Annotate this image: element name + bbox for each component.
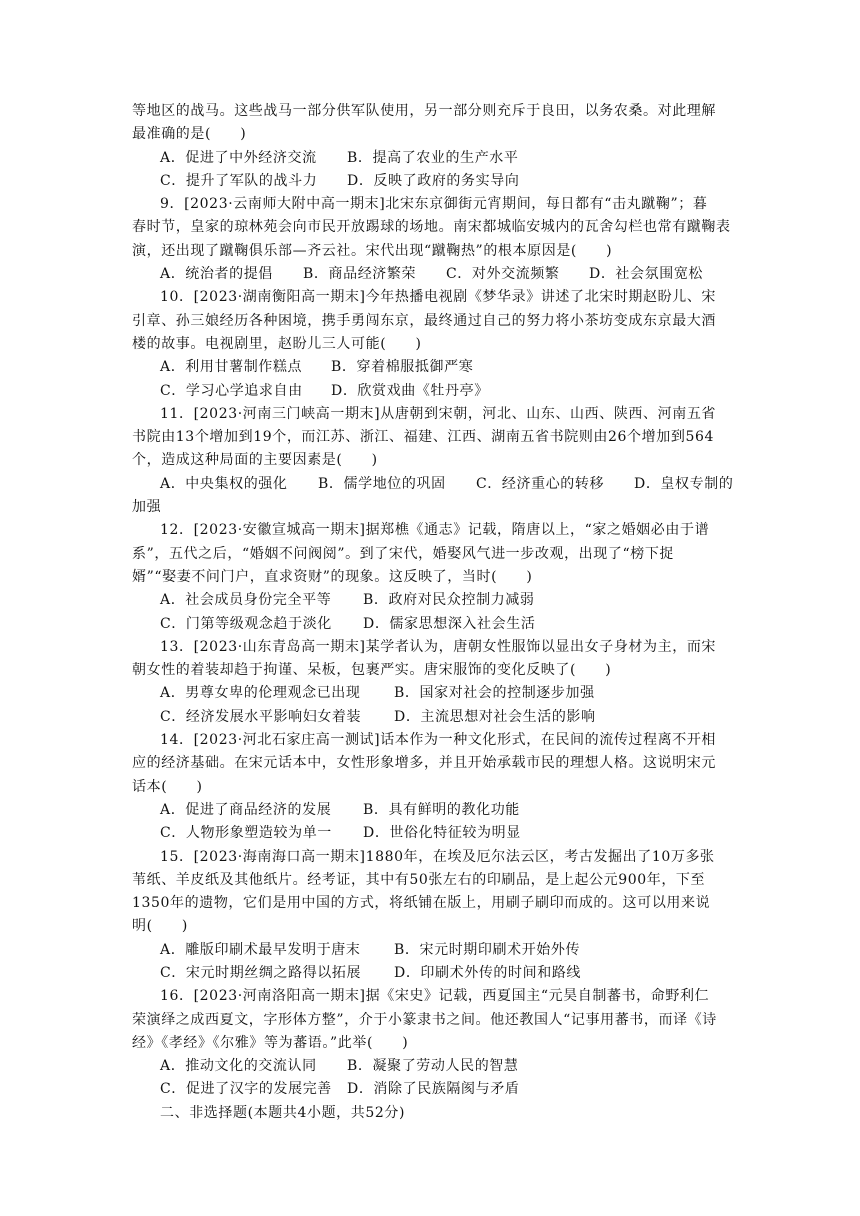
question-16-options [132, 1055, 732, 1078]
option-d: D．印刷术外传的时间和路线 [394, 964, 582, 981]
question-16-text: 经》《孝经》《尔雅》等为蕃语。”此举( ) [132, 1034, 409, 1051]
question-8-text: 最准确的是( ) [132, 126, 247, 143]
question-15-options [132, 939, 732, 962]
question-9-text: 演，还出现了蹴鞠俱乐部—齐云社。宋代出现“蹴鞠热”的根本原因是( ) [132, 242, 613, 259]
option-b: B．宋元时期印刷术开始外传 [394, 941, 581, 958]
question-14-text: 话本( ) [132, 778, 203, 795]
option-b: B．穿着棉服抵御严寒 [331, 359, 474, 376]
option-a: A．促进了商品经济的发展 [160, 801, 332, 818]
option-b: B．商品经济繁荣 [303, 266, 417, 283]
option-b: B．提高了农业的生产水平 [347, 149, 519, 166]
option-c: C．促进了汉字的发展完善 [160, 1081, 332, 1098]
question-11-options [132, 473, 732, 496]
option-b: B．儒学地位的巩固 [318, 475, 446, 492]
question-15-text: 15．[2023·海南海口高一期末]1880年，在埃及厄尔法云区，考古发掘出了10万多张 [160, 848, 715, 865]
question-15-text: 1350年的遗物，它们是用中国的方式，将纸铺在版上，用刷子刷印而成的。这可以用来说 [132, 895, 711, 912]
question-13-options [132, 706, 732, 729]
question-12-text: 12．[2023·安徽宣城高一期末]据郑樵《通志》记载，隋唐以上，“家之婚姻必由于谱 [160, 522, 710, 539]
option-d: D．主流思想对社会生活的影响 [394, 708, 596, 725]
option-b: B．凝聚了劳动人民的智慧 [347, 1058, 519, 1075]
question-10-options [132, 380, 732, 403]
option-d: D．社会氛围宽松 [589, 266, 704, 283]
question-11-option-d-continued: 加强 [132, 499, 162, 516]
option-a: A．社会成员身份完全平等 [160, 592, 332, 609]
question-10-options [132, 356, 732, 379]
question-15-text: 苇纸、羊皮纸及其他纸片。经考证，其中有50张左右的印刷品，是上起公元900年，下至 [132, 871, 706, 888]
question-11-text: 个，造成这种局面的主要因素是( ) [132, 452, 378, 469]
exam-page [132, 100, 732, 1125]
option-c: C．人物形象塑造较为单一 [160, 825, 332, 842]
question-12-options [132, 613, 732, 636]
question-9-text: 9．[2023·云南师大附中高一期末]北宋东京御街元宵期间，每日都有“击丸蹴鞠”；暮 [160, 196, 708, 213]
option-a: A．促进了中外经济交流 [160, 149, 317, 166]
option-d: D．消除了民族隔阂与矛盾 [347, 1081, 520, 1098]
option-b: B．政府对民众控制力减弱 [363, 592, 535, 609]
option-a: A．利用甘薯制作糕点 [160, 359, 303, 376]
question-13-text: 朝女性的着装却趋于拘谨、呆板，包裹严实。唐宋服饰的变化反映了( ) [132, 662, 612, 679]
option-b: B．国家对社会的控制逐步加强 [394, 685, 595, 702]
option-d: D．皇权专制的 [634, 475, 734, 492]
option-c: C．对外交流频繁 [446, 266, 560, 283]
question-15-options [132, 962, 732, 985]
question-8-options [132, 170, 732, 193]
question-12-text: 系”，五代之后，“婚姻不问阀阅”。到了宋代，婚娶风气进一步改观，出现了“榜下捉 [132, 545, 675, 562]
question-16-text: 16．[2023·河南洛阳高一期末]据《宋史》记载，西夏国主“元昊自制蕃书，命野利仁 [160, 988, 710, 1005]
question-9-text: 春时节，皇家的琼林苑会向市民开放踢球的场地。南宋都城临安城内的瓦舍勾栏也常有蹴鞠表 [132, 219, 731, 236]
question-11-text: 11．[2023·河南三门峡高一期末]从唐朝到宋朝，河北、山东、山西、陕西、河南五省 [160, 405, 717, 422]
question-12-text: 婿”“娶妻不问门户，直求资财”的现象。这反映了，当时( ) [132, 568, 533, 585]
section-heading: 二、非选择题(本题共4小题，共52分) [160, 1104, 406, 1121]
question-14-text: 应的经济基础。在宋元话本中，女性形象增多，并且开始承载市民的理想人格。这说明宋元 [132, 755, 716, 772]
question-10-text: 楼的故事。电视剧里，赵盼儿三人可能( ) [132, 335, 422, 352]
question-16-text: 荣演绎之成西夏文，字形体方整”，介于小篆隶书之间。他还教国人“记事用蕃书，而译《诗 [132, 1011, 717, 1028]
question-12-options [132, 589, 732, 612]
option-d: D．欣赏戏曲《牡丹亭》 [331, 382, 489, 399]
option-d: D．反映了政府的务实导向 [347, 172, 520, 189]
option-c: C．经济发展水平影响妇女着装 [160, 708, 362, 725]
option-c: C．门第等级观念趋于淡化 [160, 615, 332, 632]
option-b: B．具有鲜明的教化功能 [363, 801, 520, 818]
option-a: A．雕版印刷术最早发明于唐末 [160, 941, 361, 958]
option-c: C．宋元时期丝绸之路得以拓展 [160, 964, 362, 981]
option-a: A．推动文化的交流认同 [160, 1058, 317, 1075]
question-8-options [132, 147, 732, 170]
option-c: C．提升了军队的战斗力 [160, 172, 318, 189]
question-10-text: 10．[2023·湖南衡阳高一期末]今年热播电视剧《梦华录》讲述了北宋时期赵盼儿、宋 [160, 289, 717, 306]
option-d: D．世俗化特征较为明显 [363, 825, 521, 842]
question-14-text: 14．[2023·河北石家庄高一测试]话本作为一种文化形式，在民间的流传过程离不开相 [160, 732, 717, 749]
option-c: C．学习心学追求自由 [160, 382, 303, 399]
question-14-options [132, 799, 732, 822]
option-a: A．中央集权的强化 [160, 475, 288, 492]
question-14-options [132, 822, 732, 845]
question-9-options [132, 263, 732, 286]
question-10-text: 引章、孙三娘经历各种困境，携手勇闯东京，最终通过自己的努力将小茶坊变成东京最大酒 [132, 312, 716, 329]
question-11-text: 书院由13个增加到19个，而江苏、浙江、福建、江西、湖南五省书院则由26个增加到564 [132, 429, 714, 446]
question-8-text: 等地区的战马。这些战马一部分供军队使用，另一部分则充斥于良田，以务农桑。对此理解 [132, 103, 716, 119]
option-d: D．儒家思想深入社会生活 [363, 615, 536, 632]
question-13-options [132, 682, 732, 705]
option-c: C．经济重心的转移 [476, 475, 605, 492]
option-a: A．男尊女卑的伦理观念已出现 [160, 685, 361, 702]
question-15-text: 明( ) [132, 918, 188, 935]
question-13-text: 13．[2023·山东青岛高一期末]某学者认为，唐朝女性服饰以显出女子身材为主，而宋 [160, 638, 717, 655]
option-a: A．统治者的提倡 [160, 266, 273, 283]
question-16-options [132, 1078, 732, 1101]
